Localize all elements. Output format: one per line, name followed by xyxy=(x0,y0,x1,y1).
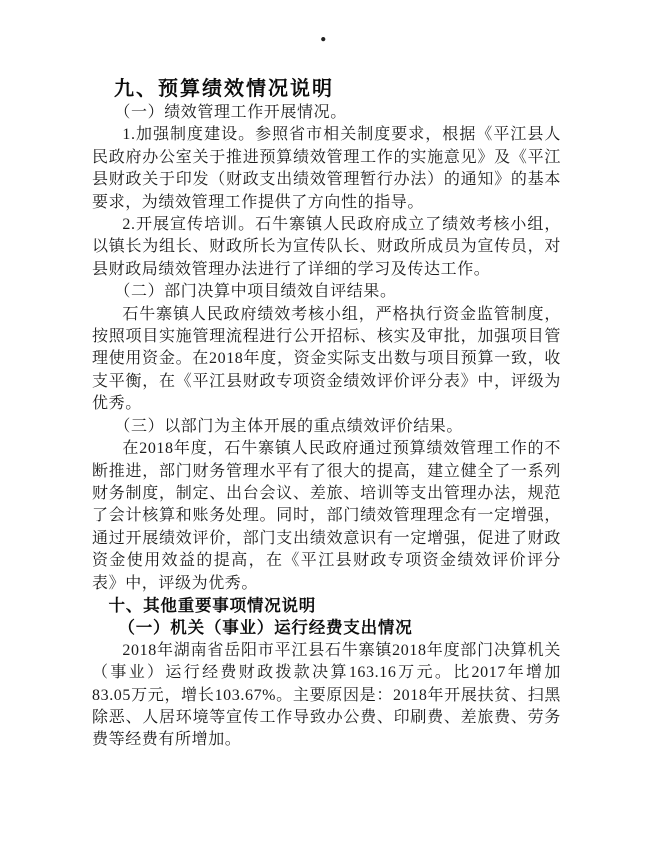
paragraph-2-publicity-training: 2.开展宣传培训。石牛寨镇人民政府成立了绩效考核小组，以镇长为组长、财政所长为宣传队长、财政所成员为宣传员，对县财政局绩效管理办法进行了详细的学习及传达工作。 xyxy=(92,216,561,278)
paragraph-5-operating-expense-figures: 2018年湖南省岳阳市平江县石牛寨镇2018年度部门决算机关（事业）运行经费财政拨款决算163.16万元。比2017年增加83.05万元，增长103.67%。主要原因是：2018年开展扶贫、扫黑除恶、人居环境等宣传工作导致办公费、印刷费、差旅费、劳务费等经费有所增加。 xyxy=(92,641,561,749)
section-heading-9-budget-performance: 九、预算绩效情况说明 xyxy=(114,78,334,100)
section-heading-10-other-important-matters: 十、其他重要事项情况说明 xyxy=(108,596,317,615)
subsection-line-3-key-performance-evaluation: （三）以部门为主体开展的重点绩效评价结果。 xyxy=(114,417,463,435)
subsection-heading-operating-expenses: （一）机关（事业）运行经费支出情况 xyxy=(118,619,413,638)
paragraph-4-performance-improvement: 在2018年度，石牛寨镇人民政府通过预算绩效管理工作的不断推进，部门财务管理水平有了很大的提高，建立健全了一系列财务制度，制定、出台会议、差旅、培训等支出管理办法，规范了会计核算和账务处理。同时，部门绩效管理理念有一定增强，通过开展绩效评价，部门支出绩效意识有一定增强，促进了财政资金使用效益的提高，在《平江县财政专项资金绩效评价评分表》中，评级为优秀。 xyxy=(92,440,561,592)
paragraph-3-fund-supervision: 石牛寨镇人民政府绩效考核小组，严格执行资金监管制度，按照项目实施管理流程进行公开招标、核实及审批，加强项目管理使用资金。在2018年度，资金实际支出数与项目预算一致，收支平衡，在《平江县财政专项资金绩效评价评分表》中，评级为优秀。 xyxy=(92,305,561,413)
stray-dot-mark: . xyxy=(320,18,327,47)
subsection-line-1-performance-management: （一）绩效管理工作开展情况。 xyxy=(114,104,347,121)
paragraph-1-system-building: 1.加强制度建设。参照省市相关制度要求，根据《平江县人民政府办公室关于推进预算绩效管理工作的实施意见》及《平江县财政关于印发（财政支出绩效管理暂行办法）的通知》的基本要求，为绩效管理工作提供了方向性的指导。 xyxy=(92,126,561,211)
document-body xyxy=(92,76,561,752)
subsection-line-2-project-self-evaluation: （二）部门决算中项目绩效自评结果。 xyxy=(114,283,397,301)
